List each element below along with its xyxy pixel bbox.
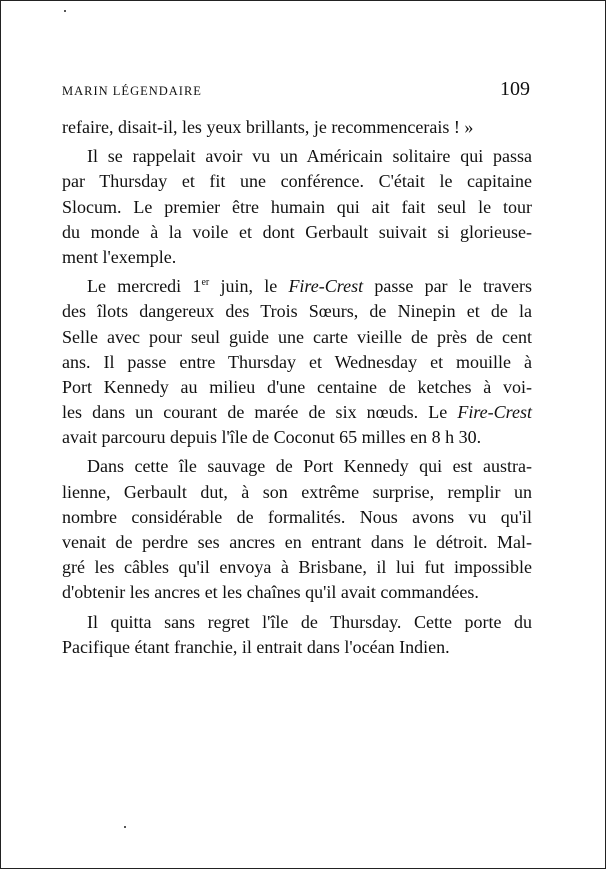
text-run: Le mercredi 1	[87, 276, 202, 297]
text-line	[62, 169, 532, 194]
text-line	[62, 480, 532, 505]
text-run: lienne, Gerbault dut, à son extrême surprise, remplir un	[62, 481, 532, 502]
text-line	[62, 195, 532, 220]
text-run: du monde à la voile et dont Gerbault suivait si glorieuse-	[62, 221, 532, 242]
text-line	[62, 350, 532, 375]
text-run: les dans un courant de marée de six nœuds. Le	[62, 402, 458, 423]
text-line	[62, 610, 532, 635]
text-line	[62, 400, 532, 425]
text-line	[62, 555, 532, 580]
text-run: Slocum. Le premier être humain qui ait fait seul le tour	[62, 196, 532, 217]
text-run: passe par le travers	[363, 276, 532, 297]
text-line	[62, 375, 532, 400]
text-run: Il se rappelait avoir vu un Américain solitaire qui passa	[87, 146, 532, 167]
text-run: juin, le	[209, 276, 289, 297]
text-run: avait parcouru depuis l'île de Coconut 65 milles en 8 h 30.	[62, 427, 482, 448]
text-line	[62, 530, 532, 555]
text-line	[62, 115, 532, 140]
text-line	[62, 325, 532, 350]
text-run: gré les câbles qu'il envoya à Brisbane, il lui fut impossible	[62, 557, 532, 578]
ship-name: Fire-Crest	[288, 276, 364, 297]
text-line	[62, 274, 532, 299]
text-run: Il quitta sans regret l'île de Thursday. Cette porte du	[87, 611, 532, 632]
running-title: MARIN LÉGENDAIRE	[62, 84, 202, 98]
text-run: refaire, disait-il, les yeux brillants, je recommencerais ! »	[62, 117, 474, 137]
text-run: Pacifique étant franchie, il entrait dans l'océan Indien.	[62, 636, 450, 657]
paragraph	[62, 610, 532, 660]
paragraph	[62, 454, 532, 605]
text-line	[62, 635, 532, 660]
text-line	[62, 505, 532, 530]
text-run: des îlots dangereux des Trois Sœurs, de Ninepin et de la	[62, 301, 532, 322]
text-run: ment l'exemple.	[62, 246, 177, 267]
text-line	[62, 299, 532, 324]
text-run: d'obtenir les ancres et les chaînes qu'il avait commandées.	[62, 582, 479, 603]
paragraph	[62, 144, 532, 270]
text-line	[62, 425, 532, 450]
page-number: 109	[500, 78, 530, 100]
text-run: Dans cette île sauvage de Port Kennedy qui est austra-	[87, 456, 532, 477]
body-text	[62, 115, 532, 660]
ship-name: Fire-Crest	[457, 402, 532, 423]
running-head	[62, 78, 530, 108]
text-run: nombre considérable de formalités. Nous avons vu qu'il	[62, 506, 532, 527]
text-run: Port Kennedy au milieu d'une centaine de ketches à voi-	[62, 376, 532, 397]
text-line	[62, 245, 532, 270]
text-run: par Thursday et fit une conférence. C'était le capitaine	[62, 171, 532, 192]
text-run: Selle avec pour seul guide une carte vieille de près de cent	[62, 326, 532, 347]
text-line	[62, 454, 532, 479]
text-run: ans. Il passe entre Thursday et Wednesday et mouille à	[62, 351, 532, 372]
text-line	[62, 144, 532, 169]
text-run: venait de perdre ses ancres en entrant dans le détroit. Mal-	[62, 532, 532, 552]
paragraph	[62, 274, 532, 450]
text-line	[62, 580, 532, 605]
scan-speck	[124, 826, 126, 828]
ordinal-suffix: er	[201, 277, 210, 289]
paragraph	[62, 115, 532, 140]
scan-speck	[64, 10, 66, 12]
text-line	[62, 220, 532, 245]
